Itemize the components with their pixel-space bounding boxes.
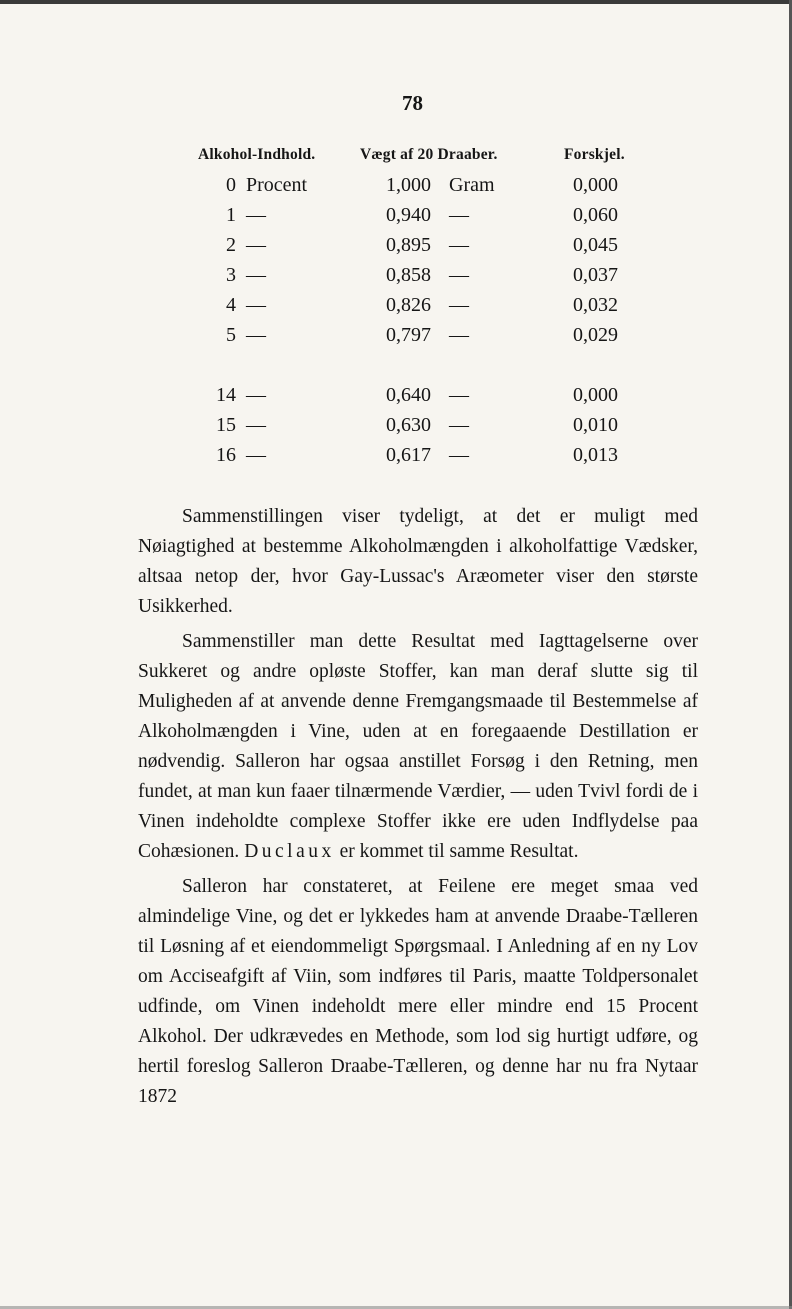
table-row [0, 444, 792, 474]
cell-unit: — [246, 294, 266, 316]
cell-weight: 0,858 [386, 264, 431, 286]
cell-weight-unit: — [449, 324, 469, 346]
body-text [138, 502, 698, 1112]
cell-percent: 16 [216, 444, 236, 466]
cell-unit: Procent [246, 174, 308, 196]
cell-unit: — [246, 324, 266, 346]
cell-weight-unit: — [449, 204, 469, 226]
cell-unit: — [246, 234, 266, 256]
cell-percent: 1 [226, 204, 236, 226]
cell-percent: 5 [226, 324, 236, 346]
cell-percent: 14 [216, 384, 236, 406]
cell-percent: 15 [216, 414, 236, 436]
cell-weight: 0,640 [386, 384, 431, 406]
cell-weight: 0,940 [386, 204, 431, 226]
header-alcohol-content: Alkohol-Indhold. [198, 146, 316, 163]
cell-difference: 0,045 [573, 234, 618, 256]
header-drop-weight: Vægt af 20 Draaber. [360, 146, 498, 163]
cell-weight: 0,895 [386, 234, 431, 256]
cell-difference: 0,000 [573, 384, 618, 406]
table-row [0, 414, 792, 444]
cell-weight-unit: — [449, 414, 469, 436]
table-row [0, 324, 792, 354]
cell-weight: 0,826 [386, 294, 431, 316]
table-row [0, 264, 792, 294]
cell-weight: 0,630 [386, 414, 431, 436]
cell-percent: 0 [226, 174, 236, 196]
cell-unit: — [246, 444, 266, 466]
table-row [0, 294, 792, 324]
cell-weight: 0,617 [386, 444, 431, 466]
cell-weight: 0,797 [386, 324, 431, 346]
paragraph-2-end: er kommet til samme Resultat. [334, 841, 579, 862]
paragraph-2 [138, 627, 698, 867]
cell-weight: 1,000 [386, 174, 431, 196]
cell-difference: 0,000 [573, 174, 618, 196]
table-row [0, 174, 792, 204]
paragraph-3: Salleron har constateret, at Feilene ere meget smaa ved almindelige Vine, og det er lykkedes ham at anvende Draabe-Tælleren til Løsning af et eiendommeligt Spørgsmaal. I Anledning af en ny Lov om Acciseafgift af Viin, som indføres til Paris, maatte Toldpersonalet udfinde, om Vinen indeholdt mere eller mindre end 15 Procent Alkohol. Der udkrævedes en Methode, som lod sig hurtigt udføre, og hertil foreslog Salleron Draabe-Tælleren, og denne har nu fra Nytaar 1872 [138, 876, 698, 1107]
table-row [0, 384, 792, 414]
author-name-duclaux: Duclaux [244, 841, 335, 862]
cell-percent: 2 [226, 234, 236, 256]
cell-percent: 4 [226, 294, 236, 316]
cell-difference: 0,037 [573, 264, 618, 286]
cell-unit: — [246, 204, 266, 226]
cell-difference: 0,060 [573, 204, 618, 226]
cell-difference: 0,032 [573, 294, 618, 316]
cell-unit: — [246, 264, 266, 286]
cell-difference: 0,013 [573, 444, 618, 466]
cell-percent: 3 [226, 264, 236, 286]
cell-unit: — [246, 414, 266, 436]
cell-weight-unit: — [449, 384, 469, 406]
page-top-edge [0, 0, 792, 4]
paragraph-2-main: Sammenstiller man dette Resultat med Iagttagelserne over Sukkeret og andre opløste Stoffer, kan man deraf slutte sig til Muligheden af at anvende denne Fremgangsmaade til Bestemmelse af Alkoholmængden i Vine, uden at en foregaaende Destillation er nødvendig. Salleron har ogsaa anstillet Forsøg i den Retning, men fundet, at man kun faaer tilnærmende Værdier, — uden Tvivl fordi de i Vinen indeholdte complexe Stoffer ikke ere uden Indflydelse paa Cohæsionen. [138, 631, 698, 862]
page-number: 78 [402, 91, 423, 115]
cell-difference: 0,029 [573, 324, 618, 346]
paragraph-1: Sammenstillingen viser tydeligt, at det er muligt med Nøiagtighed at bestemme Alkoholmængden i alkoholfattige Vædsker, altsaa netop der, hvor Gay-Lussac's Aræometer viser den største Usikkerhed. [138, 506, 698, 617]
cell-weight-unit: — [449, 264, 469, 286]
cell-unit: — [246, 384, 266, 406]
cell-difference: 0,010 [573, 414, 618, 436]
table-row [0, 234, 792, 264]
cell-weight-unit: Gram [449, 174, 495, 196]
table-row [0, 204, 792, 234]
cell-weight-unit: — [449, 294, 469, 316]
cell-weight-unit: — [449, 444, 469, 466]
cell-weight-unit: — [449, 234, 469, 256]
header-difference: Forskjel. [564, 146, 625, 163]
